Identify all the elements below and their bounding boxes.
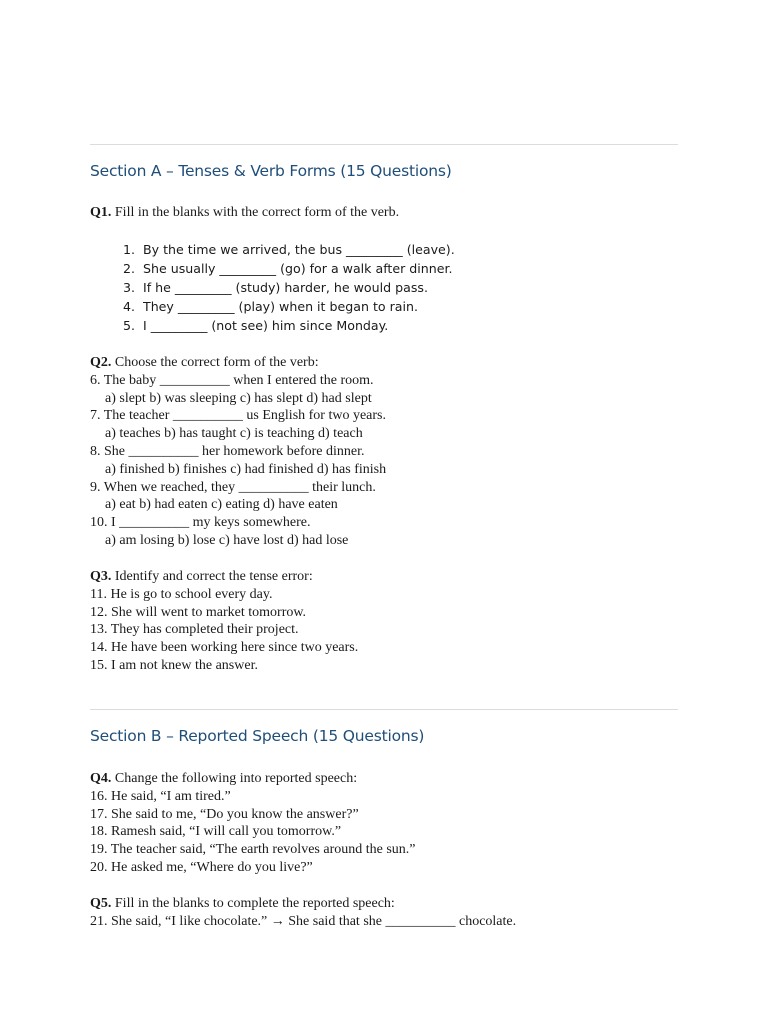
list-item: 3. If he _________ (study) harder, he would pass. — [122, 280, 428, 295]
question-line: 18. Ramesh said, “I will call you tomorrow.” — [90, 824, 342, 840]
question-line: 15. I am not knew the answer. — [90, 657, 258, 673]
q4-heading: Q4. Change the following into reported speech: — [90, 771, 358, 786]
q1-heading — [90, 205, 399, 221]
question-line: 8. She __________ her homework before dinner. — [90, 443, 365, 459]
question-line: 9. When we reached, they __________ their lunch. — [90, 479, 376, 495]
question-line: 21. She said, “I like chocolate.” → She said that she __________ chocolate. — [90, 913, 517, 929]
question-line: 17. She said to me, “Do you know the answer?” — [90, 806, 359, 822]
q5-block — [90, 895, 516, 931]
q3-block — [90, 568, 358, 675]
q1-instruction: Fill in the blanks with the correct form of the verb. — [114, 205, 400, 220]
list-item: 2. She usually _________ (go) for a walk after dinner. — [122, 261, 453, 276]
section-b-title: Section B – Reported Speech (15 Questions) — [90, 727, 425, 745]
question-line: 13. They has completed their project. — [90, 622, 299, 638]
options-line: a) slept b) was sleeping c) has slept d) had slept — [105, 390, 372, 406]
options-line: a) finished b) finishes c) had finished d) has finish — [105, 461, 387, 477]
section-divider-top — [90, 144, 678, 145]
q1-list — [112, 240, 455, 335]
list-item: 1. By the time we arrived, the bus _________ (leave). — [122, 242, 455, 257]
question-line: 6. The baby __________ when I entered the room. — [90, 372, 374, 388]
question-line: 10. I __________ my keys somewhere. — [90, 515, 311, 531]
options-line: a) eat b) had eaten c) eating d) have eaten — [105, 497, 338, 513]
question-line: 19. The teacher said, “The earth revolves around the sun.” — [90, 842, 416, 858]
question-line: 12. She will went to market tomorrow. — [90, 604, 307, 620]
q4-block — [90, 770, 416, 877]
question-line: 7. The teacher __________ us English for two years. — [90, 408, 387, 424]
question-line: 20. He asked me, “Where do you live?” — [90, 859, 313, 875]
options-line: a) am losing b) lose c) have lost d) had lose — [105, 532, 349, 548]
question-line: 11. He is go to school every day. — [90, 586, 273, 602]
q3-heading: Q3. Identify and correct the tense error: — [90, 569, 313, 584]
list-item: 5. I _________ (not see) him since Monday. — [122, 318, 389, 333]
list-item: 4. They _________ (play) when it began to rain. — [122, 299, 418, 314]
question-line: 16. He said, “I am tired.” — [90, 788, 231, 804]
q5-heading: Q5. Fill in the blanks to complete the reported speech: — [90, 896, 395, 911]
q1-label: Q1. — [90, 205, 112, 220]
section-a-title: Section A – Tenses & Verb Forms (15 Questions) — [90, 162, 452, 180]
options-line: a) teaches b) has taught c) is teaching d) teach — [105, 426, 363, 442]
q2-block — [90, 354, 386, 550]
section-divider — [90, 709, 678, 710]
question-line: 14. He have been working here since two years. — [90, 640, 359, 656]
q2-heading: Q2. Choose the correct form of the verb: — [90, 355, 319, 370]
